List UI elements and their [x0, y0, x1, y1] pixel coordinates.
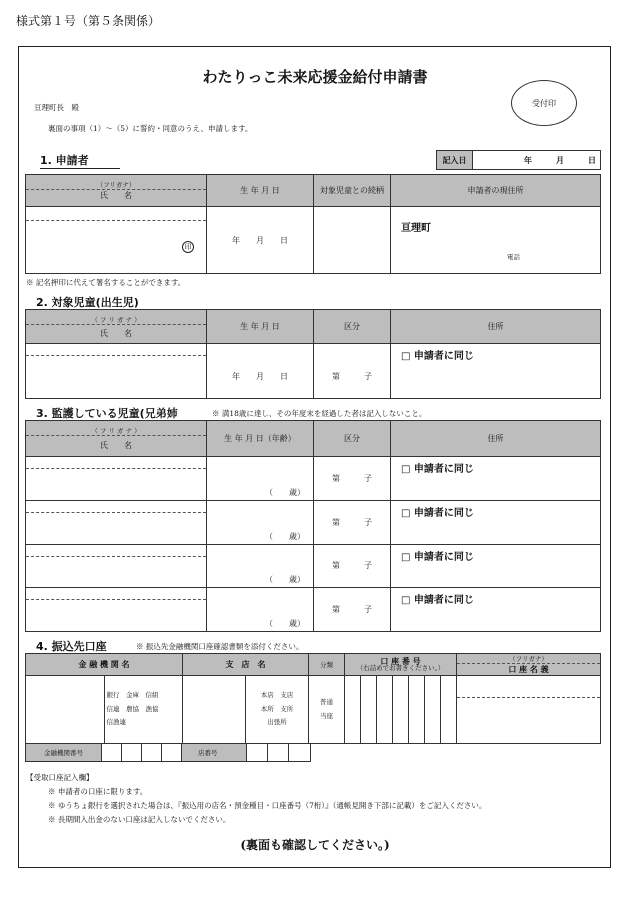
- receipt-note-1: ※ 申請者の口座に限ります。: [48, 787, 148, 796]
- branch-code-digit[interactable]: [268, 744, 289, 762]
- signature-note: ※ 記名押印に代えて署名することができます。: [26, 278, 186, 287]
- sibling-order-cell[interactable]: 第 子: [314, 457, 391, 501]
- sibling-order-cell[interactable]: 第 子: [314, 500, 391, 544]
- applicant-address-header: 申請者の現住所: [391, 175, 601, 207]
- bank-code-label: 金融機関番号: [26, 744, 102, 762]
- branch-code-label: 店番号: [182, 744, 247, 762]
- sibling-name-cell[interactable]: [26, 588, 207, 632]
- account-type-header: 分類: [309, 654, 345, 676]
- account-digit[interactable]: [409, 676, 425, 744]
- bank-code-digit[interactable]: [142, 744, 162, 762]
- child-name-header: （ フ リ ガ ナ ） 氏 名: [26, 310, 207, 344]
- sibling-order-cell[interactable]: 第 子: [314, 544, 391, 588]
- sibling-name-header: （ フ リ ガ ナ ） 氏 名: [26, 421, 207, 457]
- sibling-row: [26, 588, 601, 632]
- form-number: 様式第１号（第５条関係）: [16, 14, 161, 28]
- receipt-note-3: ※ 長期間入出金のない口座は記入しないでください。: [48, 815, 231, 824]
- bank-code-digit[interactable]: [102, 744, 122, 762]
- bank-name-input[interactable]: [26, 676, 105, 744]
- sibling-row: [26, 544, 601, 588]
- child-name-cell[interactable]: [26, 344, 207, 399]
- sibling-age-cell[interactable]: （ 歳）: [207, 457, 314, 501]
- entry-date-box: [436, 150, 601, 170]
- footer-note: (裏面も確認してください。): [240, 838, 390, 852]
- section-1-heading: 1. 申請者: [40, 152, 120, 169]
- entry-date-label: 記入日: [437, 151, 473, 170]
- sibling-same-address-checkbox[interactable]: □ 申請者に同じ: [391, 544, 601, 588]
- branch-name-input[interactable]: [183, 676, 246, 744]
- entry-date-value[interactable]: 年 月 日: [473, 151, 601, 170]
- pledge-text: 裏面の事項（1）〜（5）に誓約・同意のうえ、申請します。: [48, 124, 253, 133]
- siblings-table: [25, 420, 601, 632]
- reception-stamp: 受付印: [511, 80, 577, 126]
- child-table: [25, 309, 601, 399]
- account-type-options[interactable]: 普通 当座: [309, 676, 345, 744]
- applicant-address-cell[interactable]: 亘理町 電話: [391, 207, 601, 274]
- sibling-same-address-checkbox[interactable]: □ 申請者に同じ: [391, 457, 601, 501]
- sibling-kubun-header: 区分: [314, 421, 391, 457]
- section-4-note: ※ 振込先金融機関口座確認書類を添付ください。: [136, 642, 304, 651]
- sibling-name-cell[interactable]: [26, 457, 207, 501]
- receipt-note-2: ※ ゆうちょ銀行を選択された場合は、『振込用の店名・預金種目・口座番号（7桁）』（通帳見開き下部に記載）をご記入ください。: [48, 801, 487, 810]
- applicant-relation-header: 対象児童との続柄: [314, 175, 391, 207]
- child-same-address-checkbox[interactable]: □ 申請者に同じ: [391, 344, 601, 399]
- account-holder-header: （フリガナ） 口 座 名 義: [457, 654, 601, 676]
- child-kubun-header: 区分: [314, 310, 391, 344]
- bank-type-options[interactable]: 銀行 金庫 信組 信連 農協 漁協 信漁連: [104, 676, 183, 744]
- sibling-order-cell[interactable]: 第 子: [314, 588, 391, 632]
- branch-type-options[interactable]: 本店 支店 本所 支所 出張所: [246, 676, 309, 744]
- branch-code-digit[interactable]: [247, 744, 268, 762]
- addressee: 亘理町長 殿: [34, 103, 79, 112]
- sibling-age-cell[interactable]: （ 歳）: [207, 544, 314, 588]
- bank-name-header: 金 融 機 関 名: [26, 654, 183, 676]
- form-title: わたりっこ未来応援金給付申請書: [202, 68, 428, 86]
- child-order-cell[interactable]: 第 子: [314, 344, 391, 399]
- sibling-name-cell[interactable]: [26, 500, 207, 544]
- applicant-name-header: （フリガナ） 氏 名: [26, 175, 207, 207]
- bank-code-row: [25, 743, 311, 762]
- section-4-heading: 4. 振込先口座: [36, 638, 122, 655]
- account-digit[interactable]: [377, 676, 393, 744]
- sibling-name-cell[interactable]: [26, 544, 207, 588]
- sibling-row: [26, 457, 601, 501]
- bank-code-digit[interactable]: [122, 744, 142, 762]
- account-number-header: 口 座 番 号 （右詰めでお書きください。）: [345, 654, 457, 676]
- account-holder-input[interactable]: [457, 676, 601, 744]
- child-address-header: 住所: [391, 310, 601, 344]
- account-digit[interactable]: [425, 676, 441, 744]
- branch-name-header: 支 店 名: [183, 654, 309, 676]
- sibling-age-cell[interactable]: （ 歳）: [207, 588, 314, 632]
- bank-table: [25, 653, 601, 744]
- applicant-birth-cell[interactable]: 年 月 日: [207, 207, 314, 274]
- sibling-birth-header: 生 年 月 日（年齢）: [207, 421, 314, 457]
- child-birth-header: 生 年 月 日: [207, 310, 314, 344]
- applicant-table: [25, 174, 601, 274]
- sibling-same-address-checkbox[interactable]: □ 申請者に同じ: [391, 500, 601, 544]
- branch-code-digit[interactable]: [289, 744, 311, 762]
- sibling-row: [26, 500, 601, 544]
- account-digit[interactable]: [345, 676, 361, 744]
- seal-mark: 印: [182, 241, 194, 253]
- section-2-heading: 2. 対象児童(出生児): [36, 294, 154, 311]
- applicant-name-cell[interactable]: [26, 207, 207, 274]
- sibling-age-cell[interactable]: （ 歳）: [207, 500, 314, 544]
- applicant-relation-cell[interactable]: [314, 207, 391, 274]
- bank-code-digit[interactable]: [162, 744, 182, 762]
- child-birth-cell[interactable]: 年 月 日: [207, 344, 314, 399]
- account-digit[interactable]: [393, 676, 409, 744]
- sibling-same-address-checkbox[interactable]: □ 申請者に同じ: [391, 588, 601, 632]
- sibling-address-header: 住所: [391, 421, 601, 457]
- account-digit[interactable]: [441, 676, 457, 744]
- applicant-birth-header: 生 年 月 日: [207, 175, 314, 207]
- receipt-heading: 【受取口座記入欄】: [26, 773, 94, 782]
- account-digit[interactable]: [361, 676, 377, 744]
- section-3-note: ※ 満18歳に達し、その年度末を経過した者は記入しないこと。: [212, 409, 427, 418]
- section-3-heading: 3. 監護している児童(兄弟姉: [36, 405, 198, 438]
